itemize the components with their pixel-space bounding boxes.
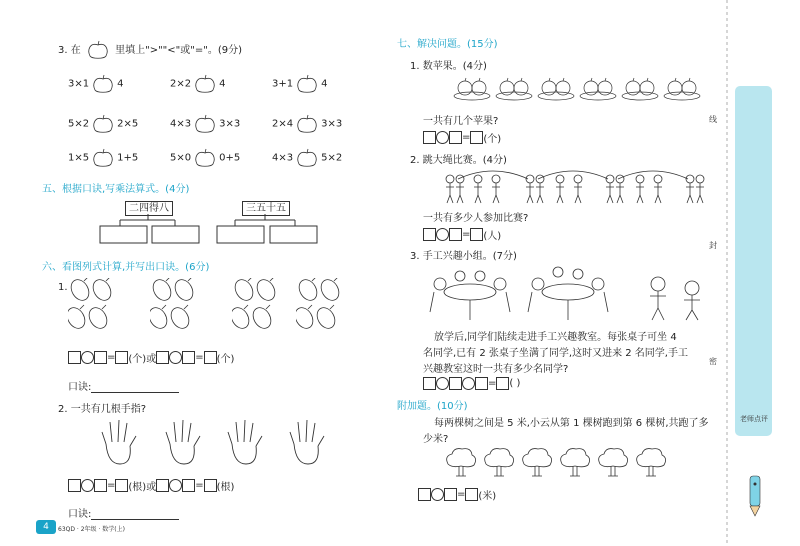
answer-box[interactable] bbox=[465, 488, 478, 501]
child-figure bbox=[616, 175, 624, 203]
unit-label: (根)或 bbox=[128, 482, 157, 493]
s6-q1-number: 1. bbox=[58, 282, 68, 293]
compare-left: 1×5 bbox=[68, 152, 90, 164]
vertical-mark-xian: 线 bbox=[709, 115, 717, 124]
compare-item bbox=[272, 148, 342, 168]
answer-box[interactable] bbox=[423, 228, 436, 241]
answer-box[interactable] bbox=[475, 377, 488, 390]
s7-q3-text-1: 放学后,同学们陆续走进手工兴趣教室。每张桌子可坐 4 bbox=[434, 332, 677, 343]
vertical-mark-mi: 密 bbox=[709, 357, 717, 366]
answer-box[interactable] bbox=[182, 351, 195, 364]
s7-q2: 2. 跳大绳比赛。(4分) bbox=[410, 155, 507, 166]
compare-right: 2×5 bbox=[117, 118, 139, 130]
koujue-label: 口诀: bbox=[68, 382, 92, 393]
child-figure bbox=[636, 175, 644, 203]
apple-blank-icon[interactable] bbox=[91, 74, 115, 94]
hand-icon bbox=[224, 418, 266, 466]
answer-box[interactable] bbox=[115, 351, 128, 364]
apple-plate-icon bbox=[536, 74, 576, 102]
teacher-comment-panel bbox=[735, 86, 772, 436]
compare-right: 5×2 bbox=[321, 152, 343, 164]
answer-box[interactable] bbox=[449, 228, 462, 241]
craft-class-illustration bbox=[420, 262, 720, 324]
hand-icon bbox=[286, 418, 328, 466]
teacher-comment-label: 老师点评 bbox=[740, 415, 768, 423]
operator-circle[interactable] bbox=[169, 351, 182, 364]
unit-label: (个)或 bbox=[128, 354, 157, 365]
bonus-text-2: 少米? bbox=[423, 434, 449, 445]
unit-label: ( ) bbox=[509, 378, 521, 389]
bonus-heading: 附加题。(10分) bbox=[397, 401, 468, 412]
operator-circle[interactable] bbox=[431, 488, 444, 501]
s7-q3-text-2: 名同学,已有 2 张桌子坐满了同学,这时又进来 2 名同学,手工 bbox=[423, 348, 688, 359]
answer-box[interactable] bbox=[156, 351, 169, 364]
operator-circle[interactable] bbox=[81, 351, 94, 364]
answer-box[interactable] bbox=[418, 488, 431, 501]
apple-plate-icon bbox=[620, 74, 660, 102]
cut-line bbox=[720, 0, 734, 546]
vertical-mark-feng: 封 bbox=[709, 241, 717, 250]
child-figure bbox=[492, 175, 500, 203]
koujue-line-1 bbox=[68, 378, 179, 393]
child-figure bbox=[606, 175, 614, 203]
s7-q1-ask: 一共有几个苹果? bbox=[423, 116, 499, 127]
answer-box[interactable] bbox=[423, 377, 436, 390]
compare-left: 4×3 bbox=[170, 118, 192, 130]
operator-circle[interactable] bbox=[436, 377, 449, 390]
koujue-label: 口诀: bbox=[68, 509, 92, 520]
child-figure bbox=[654, 175, 662, 203]
unit-label: (根) bbox=[216, 482, 235, 493]
unit-label: (米) bbox=[478, 491, 497, 502]
page-number: 4 bbox=[36, 520, 56, 534]
compare-item bbox=[68, 148, 138, 168]
s7-q2-ask: 一共有多少人参加比赛? bbox=[423, 213, 529, 224]
koujue-box-2: 三五十五 bbox=[242, 201, 290, 216]
s7-q3-text-3: 兴趣教室这时一共有多少名同学? bbox=[423, 364, 569, 375]
operator-circle[interactable] bbox=[169, 479, 182, 492]
compare-item bbox=[170, 114, 240, 134]
compare-item bbox=[272, 74, 327, 94]
tree-icon bbox=[634, 446, 668, 478]
apple-blank-icon[interactable] bbox=[295, 74, 319, 94]
answer-box[interactable] bbox=[204, 351, 217, 364]
compare-left: 2×2 bbox=[170, 78, 192, 90]
unit-label: (个) bbox=[483, 134, 502, 145]
tree-icon bbox=[444, 446, 478, 478]
bonus-text-1: 每两棵树之间是 5 米,小云从第 1 棵树跑到第 6 棵树,共跑了多 bbox=[434, 418, 709, 429]
compare-item bbox=[170, 148, 240, 168]
answer-box[interactable] bbox=[68, 351, 81, 364]
section6-heading: 六、看图列式计算,并写出口诀。(6分) bbox=[42, 262, 210, 273]
answer-box[interactable] bbox=[94, 479, 107, 492]
q3-title bbox=[58, 40, 242, 60]
s7-q3: 3. 手工兴趣小组。(7分) bbox=[410, 251, 517, 262]
child-figure bbox=[696, 175, 704, 203]
answer-box[interactable] bbox=[204, 479, 217, 492]
answer-box[interactable] bbox=[182, 479, 195, 492]
q3-title-start: 3. 在 bbox=[58, 45, 81, 56]
apple-plate-icon bbox=[452, 74, 492, 102]
answer-box[interactable] bbox=[423, 131, 436, 144]
book-badge: 63QD · 2年级 · 数学(上) bbox=[58, 526, 125, 533]
s7-q2-equation: = (人) bbox=[423, 227, 501, 242]
apple-blank-icon[interactable] bbox=[91, 114, 115, 134]
bonus-equation: = (米) bbox=[418, 487, 496, 502]
rope-jumping-illustration bbox=[438, 165, 708, 205]
child-figure bbox=[456, 175, 464, 203]
compare-item bbox=[272, 114, 342, 134]
apple-blank-icon[interactable] bbox=[91, 148, 115, 168]
apple-blank-icon bbox=[86, 40, 110, 60]
compare-right: 1+5 bbox=[117, 152, 139, 164]
tree-icon bbox=[520, 446, 554, 478]
s6-equation-1: = (个)或 = (个) bbox=[68, 350, 234, 365]
unit-label: (人) bbox=[483, 231, 502, 242]
tree-icon bbox=[482, 446, 516, 478]
s7-q1-equation: = (个) bbox=[423, 130, 501, 145]
apple-blank-icon[interactable] bbox=[295, 148, 319, 168]
pencil-mascot-icon bbox=[740, 470, 770, 520]
section7-heading: 七、解决问题。(15分) bbox=[397, 39, 498, 50]
q3-title-tail: 里填上">""<"或"="。(9分) bbox=[115, 45, 243, 56]
compare-item bbox=[170, 74, 225, 94]
compare-left: 5×0 bbox=[170, 152, 192, 164]
eggplant-group-icon bbox=[150, 278, 200, 338]
compare-left: 5×2 bbox=[68, 118, 90, 130]
operator-circle[interactable] bbox=[462, 377, 475, 390]
tree-icon bbox=[558, 446, 592, 478]
apple-blank-icon[interactable] bbox=[295, 114, 319, 134]
compare-right: 4 bbox=[321, 78, 328, 90]
answer-box[interactable] bbox=[444, 488, 457, 501]
koujue-answer-line[interactable] bbox=[91, 518, 179, 520]
tree-icon bbox=[596, 446, 630, 478]
apple-blank-icon[interactable] bbox=[193, 148, 217, 168]
answer-box[interactable] bbox=[449, 131, 462, 144]
compare-left: 3×1 bbox=[68, 78, 90, 90]
compare-right: 4 bbox=[219, 78, 226, 90]
hand-icon bbox=[162, 418, 204, 466]
compare-right: 4 bbox=[117, 78, 124, 90]
answer-box[interactable] bbox=[496, 377, 509, 390]
compare-right: 3×3 bbox=[219, 118, 241, 130]
hand-icon bbox=[98, 418, 140, 466]
operator-circle[interactable] bbox=[81, 479, 94, 492]
s6-q2: 2. 一共有几根手指? bbox=[58, 404, 147, 415]
child-figure bbox=[536, 175, 544, 203]
koujue-box-1: 二四得八 bbox=[125, 201, 173, 216]
answer-box[interactable] bbox=[156, 479, 169, 492]
answer-box[interactable] bbox=[115, 479, 128, 492]
compare-right: 0+5 bbox=[219, 152, 241, 164]
child-figure bbox=[526, 175, 534, 203]
eggplant-group-icon bbox=[232, 278, 282, 338]
operator-circle[interactable] bbox=[436, 228, 449, 241]
compare-item bbox=[68, 114, 138, 134]
answer-box[interactable] bbox=[470, 228, 483, 241]
apple-plate-icon bbox=[662, 74, 702, 102]
s7-q1: 1. 数苹果。(4分) bbox=[410, 61, 487, 72]
koujue-line-2 bbox=[68, 505, 179, 520]
child-figure bbox=[474, 175, 482, 203]
apple-plate-icon bbox=[494, 74, 534, 102]
child-figure bbox=[556, 175, 564, 203]
apple-blank-icon[interactable] bbox=[193, 114, 217, 134]
compare-left: 4×3 bbox=[272, 152, 294, 164]
answer-box[interactable] bbox=[94, 351, 107, 364]
compare-left: 3+1 bbox=[272, 78, 294, 90]
answer-box[interactable] bbox=[470, 131, 483, 144]
s7-q3-equation: = ( ) bbox=[423, 377, 520, 390]
s6-equation-2: = (根)或 = (根) bbox=[68, 478, 234, 493]
unit-label: (个) bbox=[216, 354, 235, 365]
eggplant-group-icon bbox=[68, 278, 118, 338]
compare-item bbox=[68, 74, 123, 94]
apple-blank-icon[interactable] bbox=[193, 74, 217, 94]
child-figure bbox=[686, 175, 694, 203]
compare-left: 2×4 bbox=[272, 118, 294, 130]
operator-circle[interactable] bbox=[436, 131, 449, 144]
answer-box[interactable] bbox=[68, 479, 81, 492]
apple-plate-icon bbox=[578, 74, 618, 102]
branch-lines bbox=[95, 214, 325, 249]
child-figure bbox=[574, 175, 582, 203]
answer-box[interactable] bbox=[449, 377, 462, 390]
eggplant-group-icon bbox=[296, 278, 346, 338]
child-figure bbox=[446, 175, 454, 203]
compare-right: 3×3 bbox=[321, 118, 343, 130]
section5-heading: 五、根据口诀,写乘法算式。(4分) bbox=[42, 184, 190, 195]
koujue-answer-line[interactable] bbox=[91, 391, 179, 393]
